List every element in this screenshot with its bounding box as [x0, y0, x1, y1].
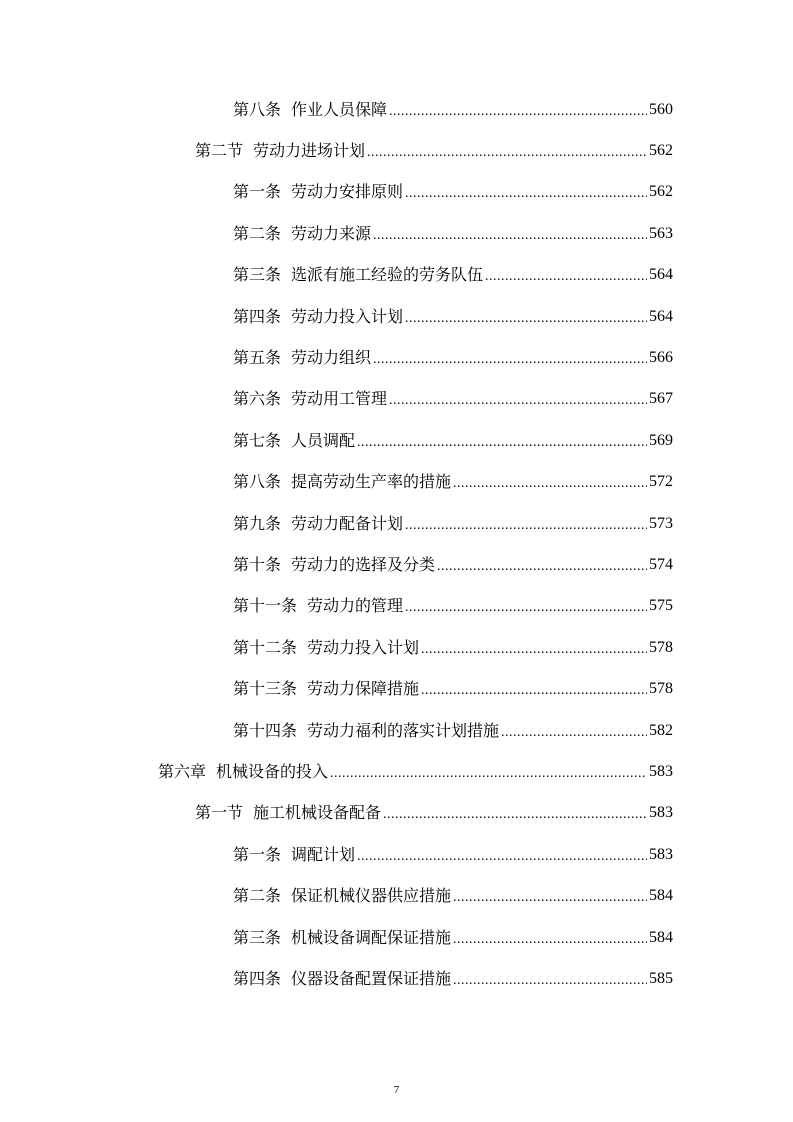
toc-entry[interactable] — [0, 503, 793, 544]
toc-entry[interactable] — [0, 917, 793, 958]
toc-label — [233, 265, 483, 285]
toc-title: 选派有施工经验的劳务队伍 — [291, 265, 484, 285]
dot-leader — [485, 267, 647, 287]
toc-page-number: 566 — [649, 349, 673, 367]
toc-title: 劳动力投入计划 — [291, 306, 404, 326]
toc-number: 第五条 — [233, 348, 282, 368]
dot-leader — [437, 557, 647, 577]
toc-label — [233, 431, 355, 451]
toc-page-number: 583 — [649, 762, 673, 780]
toc-label — [233, 100, 387, 120]
toc-entry[interactable] — [0, 586, 793, 627]
dot-leader — [389, 391, 647, 411]
toc-page-number: 575 — [649, 597, 673, 615]
dot-leader — [405, 598, 647, 618]
toc-title: 调配计划 — [291, 844, 356, 864]
toc-title: 劳动力配备计划 — [291, 513, 404, 533]
toc-entry[interactable] — [0, 751, 793, 792]
toc-page-number: 564 — [649, 266, 673, 284]
dot-leader — [367, 143, 647, 163]
dot-leader — [357, 433, 647, 453]
toc-number: 第九条 — [233, 513, 282, 533]
toc-number: 第一节 — [195, 803, 244, 823]
dot-leader — [453, 888, 647, 908]
toc-label — [158, 762, 328, 782]
toc-entry[interactable] — [0, 462, 793, 503]
toc-page-number: 562 — [649, 183, 673, 201]
dot-leader — [453, 971, 647, 991]
toc-label — [233, 348, 371, 368]
toc-number: 第十四条 — [233, 720, 298, 740]
toc-title: 提高劳动生产率的措施 — [291, 472, 452, 492]
toc-title: 人员调配 — [291, 430, 356, 450]
page-number: 7 — [393, 1084, 400, 1096]
toc-entry[interactable] — [0, 668, 793, 709]
toc-number: 第十条 — [233, 554, 282, 574]
toc-label — [233, 555, 435, 575]
toc-number: 第二节 — [195, 141, 244, 161]
toc-entry[interactable] — [0, 337, 793, 378]
toc-title: 劳动用工管理 — [291, 389, 388, 409]
toc-page-number: 563 — [649, 224, 673, 242]
toc-number: 第十二条 — [233, 637, 298, 657]
dot-leader — [405, 184, 647, 204]
toc-label — [233, 638, 419, 658]
toc-entry[interactable] — [0, 710, 793, 751]
toc-page-number: 573 — [649, 514, 673, 532]
toc-page-number: 584 — [649, 887, 673, 905]
toc-title: 劳动力进场计划 — [253, 141, 366, 161]
dot-leader — [405, 516, 647, 536]
toc-label — [233, 514, 403, 534]
toc-entry[interactable] — [0, 834, 793, 875]
toc-entry[interactable] — [0, 793, 793, 834]
toc-page-number: 569 — [649, 431, 673, 449]
toc-entry[interactable] — [0, 420, 793, 461]
toc-number: 第七条 — [233, 430, 282, 450]
toc-number: 第六条 — [233, 389, 282, 409]
toc-title: 劳动力来源 — [291, 223, 372, 243]
dot-leader — [373, 226, 647, 246]
toc-page-number: 572 — [649, 473, 673, 491]
toc-entry[interactable] — [0, 544, 793, 585]
dot-leader — [421, 681, 647, 701]
toc-number: 第十三条 — [233, 679, 298, 699]
toc-title: 保证机械仪器供应措施 — [291, 886, 452, 906]
toc-number: 第二条 — [233, 886, 282, 906]
toc-page-number: 583 — [649, 804, 673, 822]
toc-label — [233, 928, 451, 948]
toc-title: 劳动力组织 — [291, 348, 372, 368]
toc-number: 第三条 — [233, 927, 282, 947]
dot-leader — [383, 805, 647, 825]
toc-number: 第六章 — [158, 761, 207, 781]
toc-title: 机械设备的投入 — [216, 761, 329, 781]
toc-label — [233, 596, 403, 616]
dot-leader — [357, 847, 647, 867]
toc-label — [233, 969, 451, 989]
toc-label — [233, 886, 451, 906]
toc-entry[interactable] — [0, 958, 793, 999]
dot-leader — [453, 474, 647, 494]
toc-label — [233, 679, 419, 699]
toc-label — [195, 803, 381, 823]
toc-number: 第三条 — [233, 265, 282, 285]
toc-entry[interactable] — [0, 296, 793, 337]
toc-title: 作业人员保障 — [291, 99, 388, 119]
toc-title: 劳动力保障措施 — [307, 679, 420, 699]
toc-number: 第八条 — [233, 99, 282, 119]
dot-leader — [330, 764, 647, 784]
dot-leader — [373, 350, 647, 370]
toc-page-number: 585 — [649, 969, 673, 987]
toc-title: 施工机械设备配备 — [253, 803, 382, 823]
toc-page-number: 564 — [649, 307, 673, 325]
toc-number: 第一条 — [233, 182, 282, 202]
toc-page-number: 567 — [649, 390, 673, 408]
toc-number: 第四条 — [233, 306, 282, 326]
toc-entry[interactable] — [0, 172, 793, 213]
dot-leader — [501, 723, 647, 743]
toc-page-number: 560 — [649, 100, 673, 118]
toc-title: 劳动力的管理 — [307, 596, 404, 616]
toc-page-number: 584 — [649, 928, 673, 946]
toc-label — [233, 307, 403, 327]
toc-page-number: 583 — [649, 845, 673, 863]
toc-number: 第八条 — [233, 472, 282, 492]
toc-title: 劳动力安排原则 — [291, 182, 404, 202]
toc-number: 第十一条 — [233, 596, 298, 616]
toc-label — [233, 389, 387, 409]
toc-page-number: 562 — [649, 142, 673, 160]
toc-page-number: 582 — [649, 721, 673, 739]
dot-leader — [453, 930, 647, 950]
toc-number: 第一条 — [233, 844, 282, 864]
toc-entry[interactable] — [0, 213, 793, 254]
toc-entry[interactable] — [0, 875, 793, 916]
toc-number: 第二条 — [233, 223, 282, 243]
toc-page-number: 578 — [649, 638, 673, 656]
toc-page-number: 578 — [649, 680, 673, 698]
toc-label — [233, 182, 403, 202]
toc-label — [233, 721, 499, 741]
toc-title: 劳动力投入计划 — [307, 637, 420, 657]
dot-leader — [389, 102, 647, 122]
toc-title: 机械设备调配保证措施 — [291, 927, 452, 947]
toc-entry[interactable] — [0, 379, 793, 420]
toc-label — [233, 224, 371, 244]
toc-label — [233, 472, 451, 492]
dot-leader — [405, 309, 647, 329]
toc-title: 劳动力福利的落实计划措施 — [307, 720, 500, 740]
toc-page-number: 574 — [649, 555, 673, 573]
toc-entry[interactable] — [0, 627, 793, 668]
toc-title: 劳动力的选择及分类 — [291, 554, 436, 574]
table-of-contents — [0, 89, 793, 1000]
toc-label — [195, 141, 365, 161]
toc-label — [233, 845, 355, 865]
toc-number: 第四条 — [233, 968, 282, 988]
dot-leader — [421, 640, 647, 660]
toc-entry[interactable] — [0, 89, 793, 130]
toc-entry[interactable] — [0, 255, 793, 296]
toc-entry[interactable] — [0, 130, 793, 171]
toc-title: 仪器设备配置保证措施 — [291, 968, 452, 988]
